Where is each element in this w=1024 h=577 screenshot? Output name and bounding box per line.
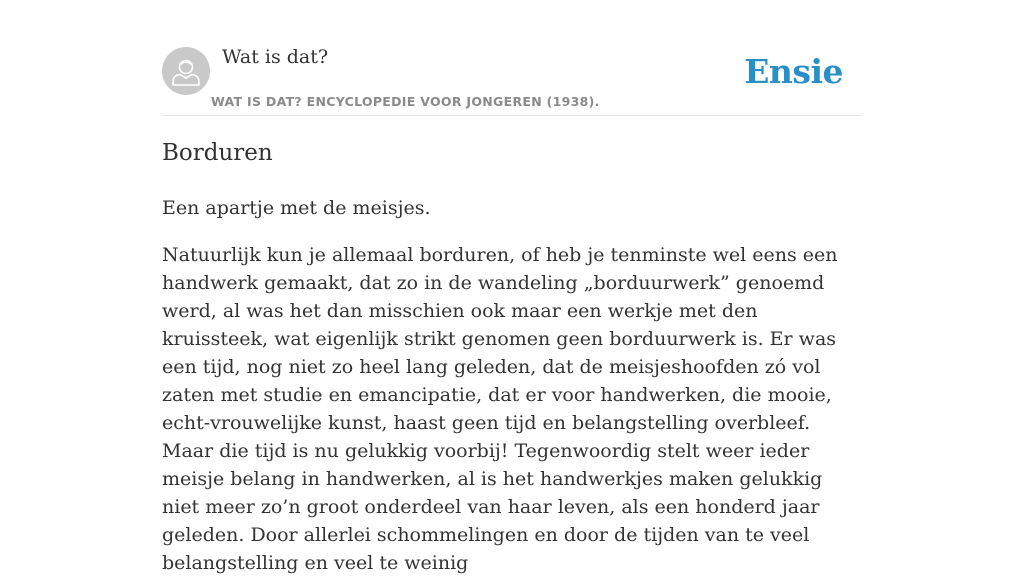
article-body: Natuurlijk kun je allemaal borduren, of heb je tenminste wel eens een handwerk gemaakt, dat zo in de wandeling „borduurwerk” genoemd werd, al was het dan misschien ook maar een werkje met den kruissteek, wat eigenlijk strikt genomen geen borduurwerk is. Er was een tijd, nog niet zo heel lang geleden, dat de meisjeshoofden zó vol zaten met studie en emancipatie, dat er voor handwerken, die mooie, echt-vrouwelijke kunst, haast geen tijd en belangstelling overbleef. Maar die tijd is nu gelukkig voorbij! Tegenwoordig stelt weer ieder meisje belang in handwerken, al is het handwerkjes maken gelukkig niet meer zo’n groot onderdeel van haar leven, als een honderd jaar geleden. Door allerlei schommelingen en door de tijden van te veel belangstelling en veel te weinig <box>162 244 838 574</box>
article-title: Borduren <box>162 140 273 166</box>
article-lead: Een apartje met de meisjes. <box>162 197 431 219</box>
site-title[interactable]: Wat is dat? <box>222 46 329 68</box>
source-subtitle: WAT IS DAT? ENCYCLOPEDIE VOOR JONGEREN (1938). <box>211 94 600 109</box>
avatar[interactable] <box>162 47 210 95</box>
header <box>162 40 862 116</box>
ensie-logo[interactable]: Ensie <box>744 52 843 91</box>
article <box>162 140 862 577</box>
user-icon <box>162 47 210 95</box>
